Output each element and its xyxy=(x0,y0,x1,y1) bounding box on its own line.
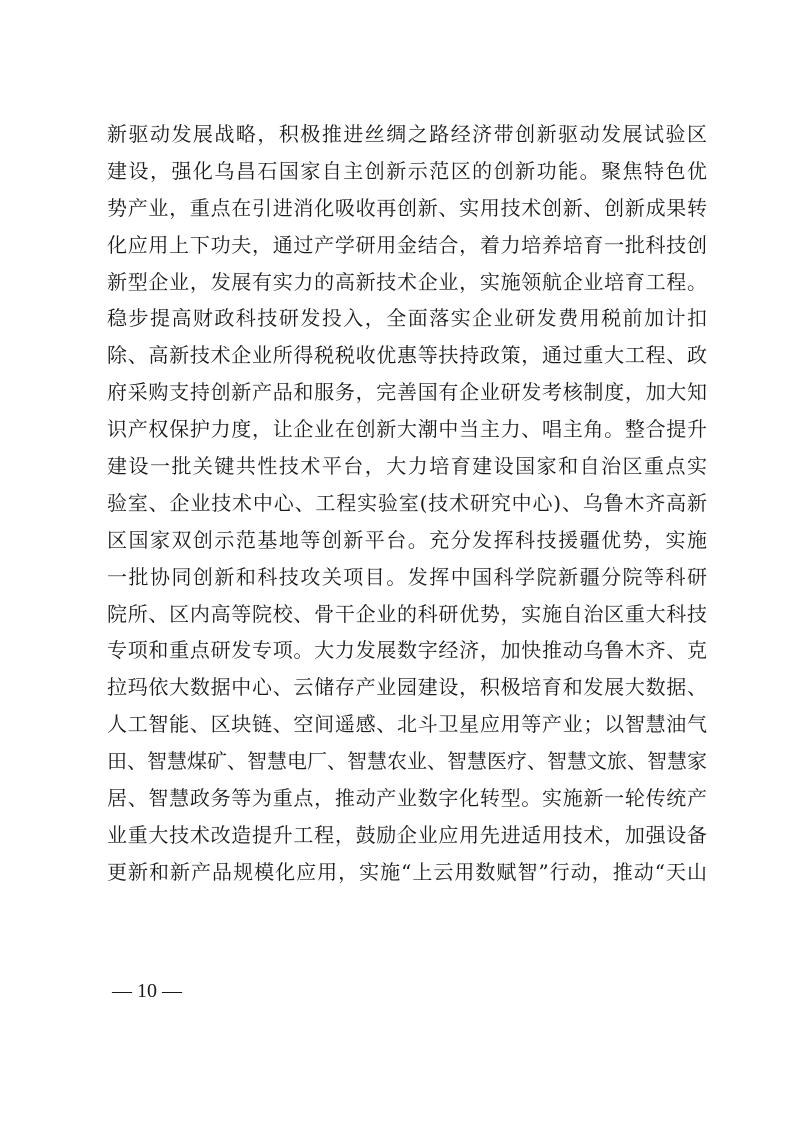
text-line: 田、智慧煤矿、智慧电厂、智慧农业、智慧医疗、智慧文旅、智慧家 xyxy=(107,749,707,774)
text-line: 新型企业，发展有实力的高新技术企业，实施领航企业培育工程。 xyxy=(107,269,707,294)
text-line: 化应用上下功夫，通过产学研用金结合，着力培养培育一批科技创 xyxy=(107,232,707,257)
text-line: 府采购支持创新产品和服务，完善国有企业研发考核制度，加大知 xyxy=(107,380,707,405)
text-line: 拉玛依大数据中心、云储存产业园建设，积极培育和发展大数据、 xyxy=(107,675,707,700)
text-line: 居、智慧政务等为重点，推动产业数字化转型。实施新一轮传统产 xyxy=(107,786,707,811)
text-line: 人工智能、区块链、空间遥感、北斗卫星应用等产业；以智慧油气 xyxy=(107,712,707,737)
page-number: — 10 — xyxy=(112,980,182,1002)
text-line: 势产业，重点在引进消化吸收再创新、实用技术创新、创新成果转 xyxy=(107,195,707,220)
text-line: 区国家双创示范基地等创新平台。充分发挥科技援疆优势，实施 xyxy=(107,527,707,552)
text-line: 新驱动发展战略，积极推进丝绸之路经济带创新驱动发展试验区 xyxy=(107,122,707,146)
text-line: 建设一批关键共性技术平台，大力培育建设国家和自治区重点实 xyxy=(107,454,707,479)
text-line: 稳步提高财政科技研发投入，全面落实企业研发费用税前加计扣 xyxy=(107,306,707,331)
text-line: 一批协同创新和科技攻关项目。发挥中国科学院新疆分院等科研 xyxy=(107,564,707,589)
text-line: 专项和重点研发专项。大力发展数字经济，加快推动乌鲁木齐、克 xyxy=(107,638,707,663)
text-line: 验室、企业技术中心、工程实验室(技术研究中心)、乌鲁木齐高新 xyxy=(107,490,707,515)
text-line: 建设，强化乌昌石国家自主创新示范区的创新功能。聚焦特色优 xyxy=(107,158,707,183)
text-line: 除、高新技术企业所得税税收优惠等扶持政策，通过重大工程、政 xyxy=(107,343,707,368)
text-line: 更新和新产品规模化应用，实施“上云用数赋智”行动，推动“天山 xyxy=(107,859,707,884)
text-line: 业重大技术改造提升工程，鼓励企业应用先进适用技术，加强设备 xyxy=(107,822,707,847)
text-line: 院所、区内高等院校、骨干企业的科研优势，实施自治区重大科技 xyxy=(107,601,707,626)
body-text xyxy=(107,116,707,891)
text-line: 识产权保护力度，让企业在创新大潮中当主力、唱主角。整合提升 xyxy=(107,417,707,442)
